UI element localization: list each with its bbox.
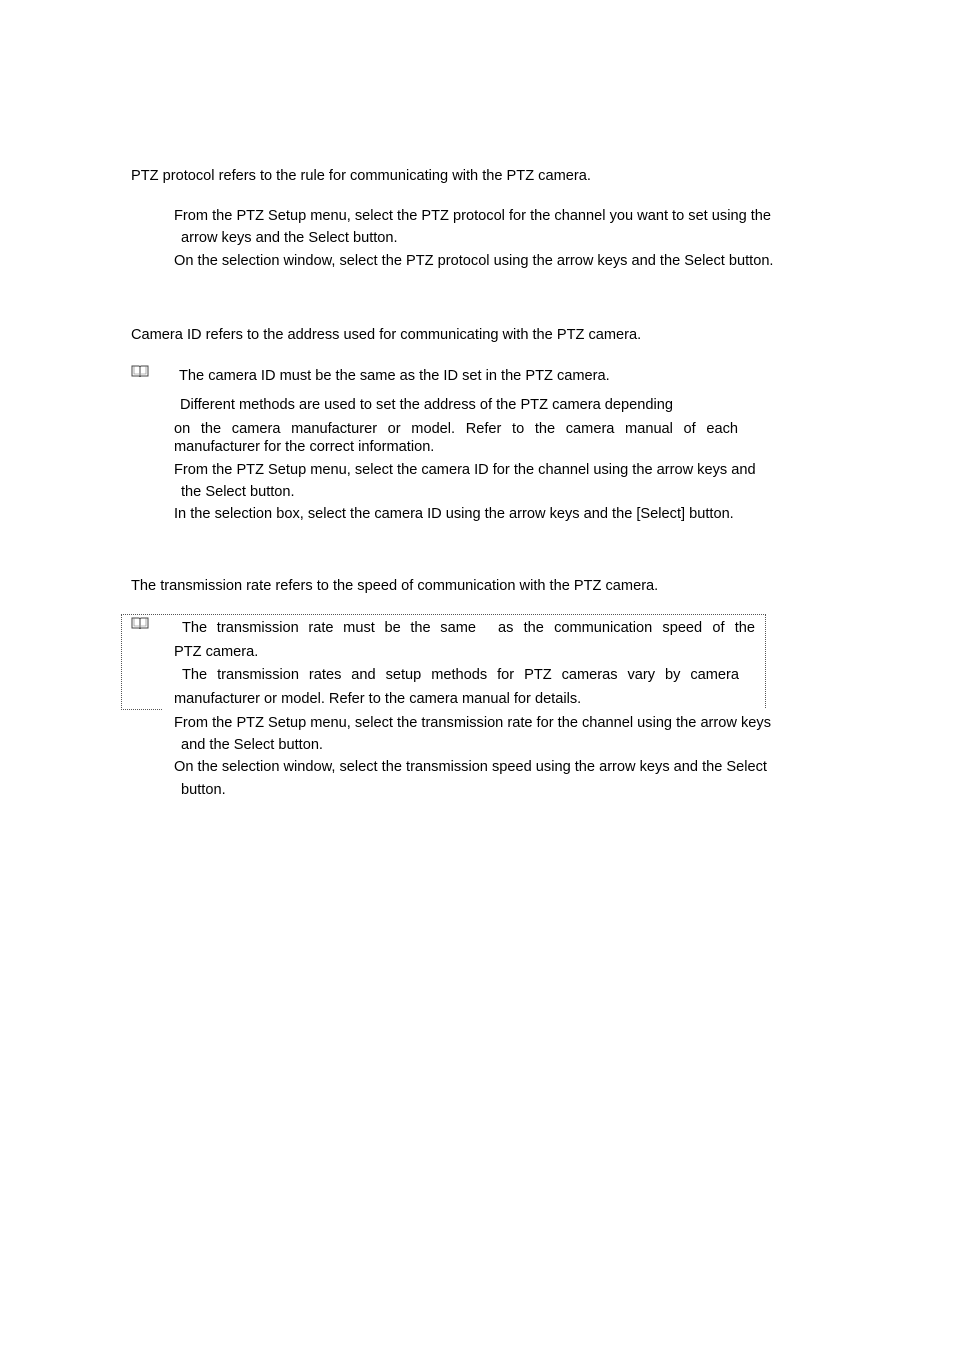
ptz-protocol-step-1: From the PTZ Setup menu, select the PTZ protocol for the channel you want to set using the (174, 208, 772, 224)
book-icon (131, 364, 149, 378)
ptz-protocol-step-1-cont: arrow keys and the Select button. (181, 230, 398, 246)
transmission-note-1-cont: PTZ camera. (174, 644, 259, 660)
camera-id-note-2-cont: on the camera manufacturer or model. Refer to the camera manual of each (174, 421, 738, 437)
transmission-rate-intro: The transmission rate refers to the speed of communication with the PTZ camera. (131, 578, 659, 594)
book-icon (131, 616, 149, 630)
transmission-note-2-cont: manufacturer or model. Refer to the camera manual for details. (174, 691, 582, 707)
note-box-gap (163, 709, 767, 712)
ptz-protocol-step-2: On the selection window, select the PTZ protocol using the arrow keys and the Select button. (174, 253, 774, 269)
transmission-step-2-cont: button. (181, 782, 226, 798)
transmission-note-1a: The transmission rate must be the same (182, 620, 476, 636)
camera-id-intro: Camera ID refers to the address used for communicating with the PTZ camera. (131, 327, 642, 343)
camera-id-step-1-cont: the Select button. (181, 484, 295, 500)
camera-id-note-2: Different methods are used to set the address of the PTZ camera depending (180, 397, 673, 413)
transmission-note-1b: as the communication speed of the (498, 620, 755, 636)
camera-id-note-2-end: manufacturer for the correct information. (174, 439, 435, 455)
transmission-step-1: From the PTZ Setup menu, select the transmission rate for the channel using the arrow keys (174, 715, 771, 731)
ptz-protocol-intro: PTZ protocol refers to the rule for communicating with the PTZ camera. (131, 168, 591, 184)
transmission-step-1-cont: and the Select button. (181, 737, 323, 753)
camera-id-step-2: In the selection box, select the camera ID using the arrow keys and the [Select] button. (174, 506, 734, 522)
transmission-step-2: On the selection window, select the transmission speed using the arrow keys and the Select (174, 759, 767, 775)
camera-id-note-1: The camera ID must be the same as the ID set in the PTZ camera. (179, 368, 610, 384)
camera-id-step-1: From the PTZ Setup menu, select the camera ID for the channel using the arrow keys and (174, 462, 756, 478)
transmission-note-2: The transmission rates and setup methods for PTZ cameras vary by camera (182, 667, 739, 683)
